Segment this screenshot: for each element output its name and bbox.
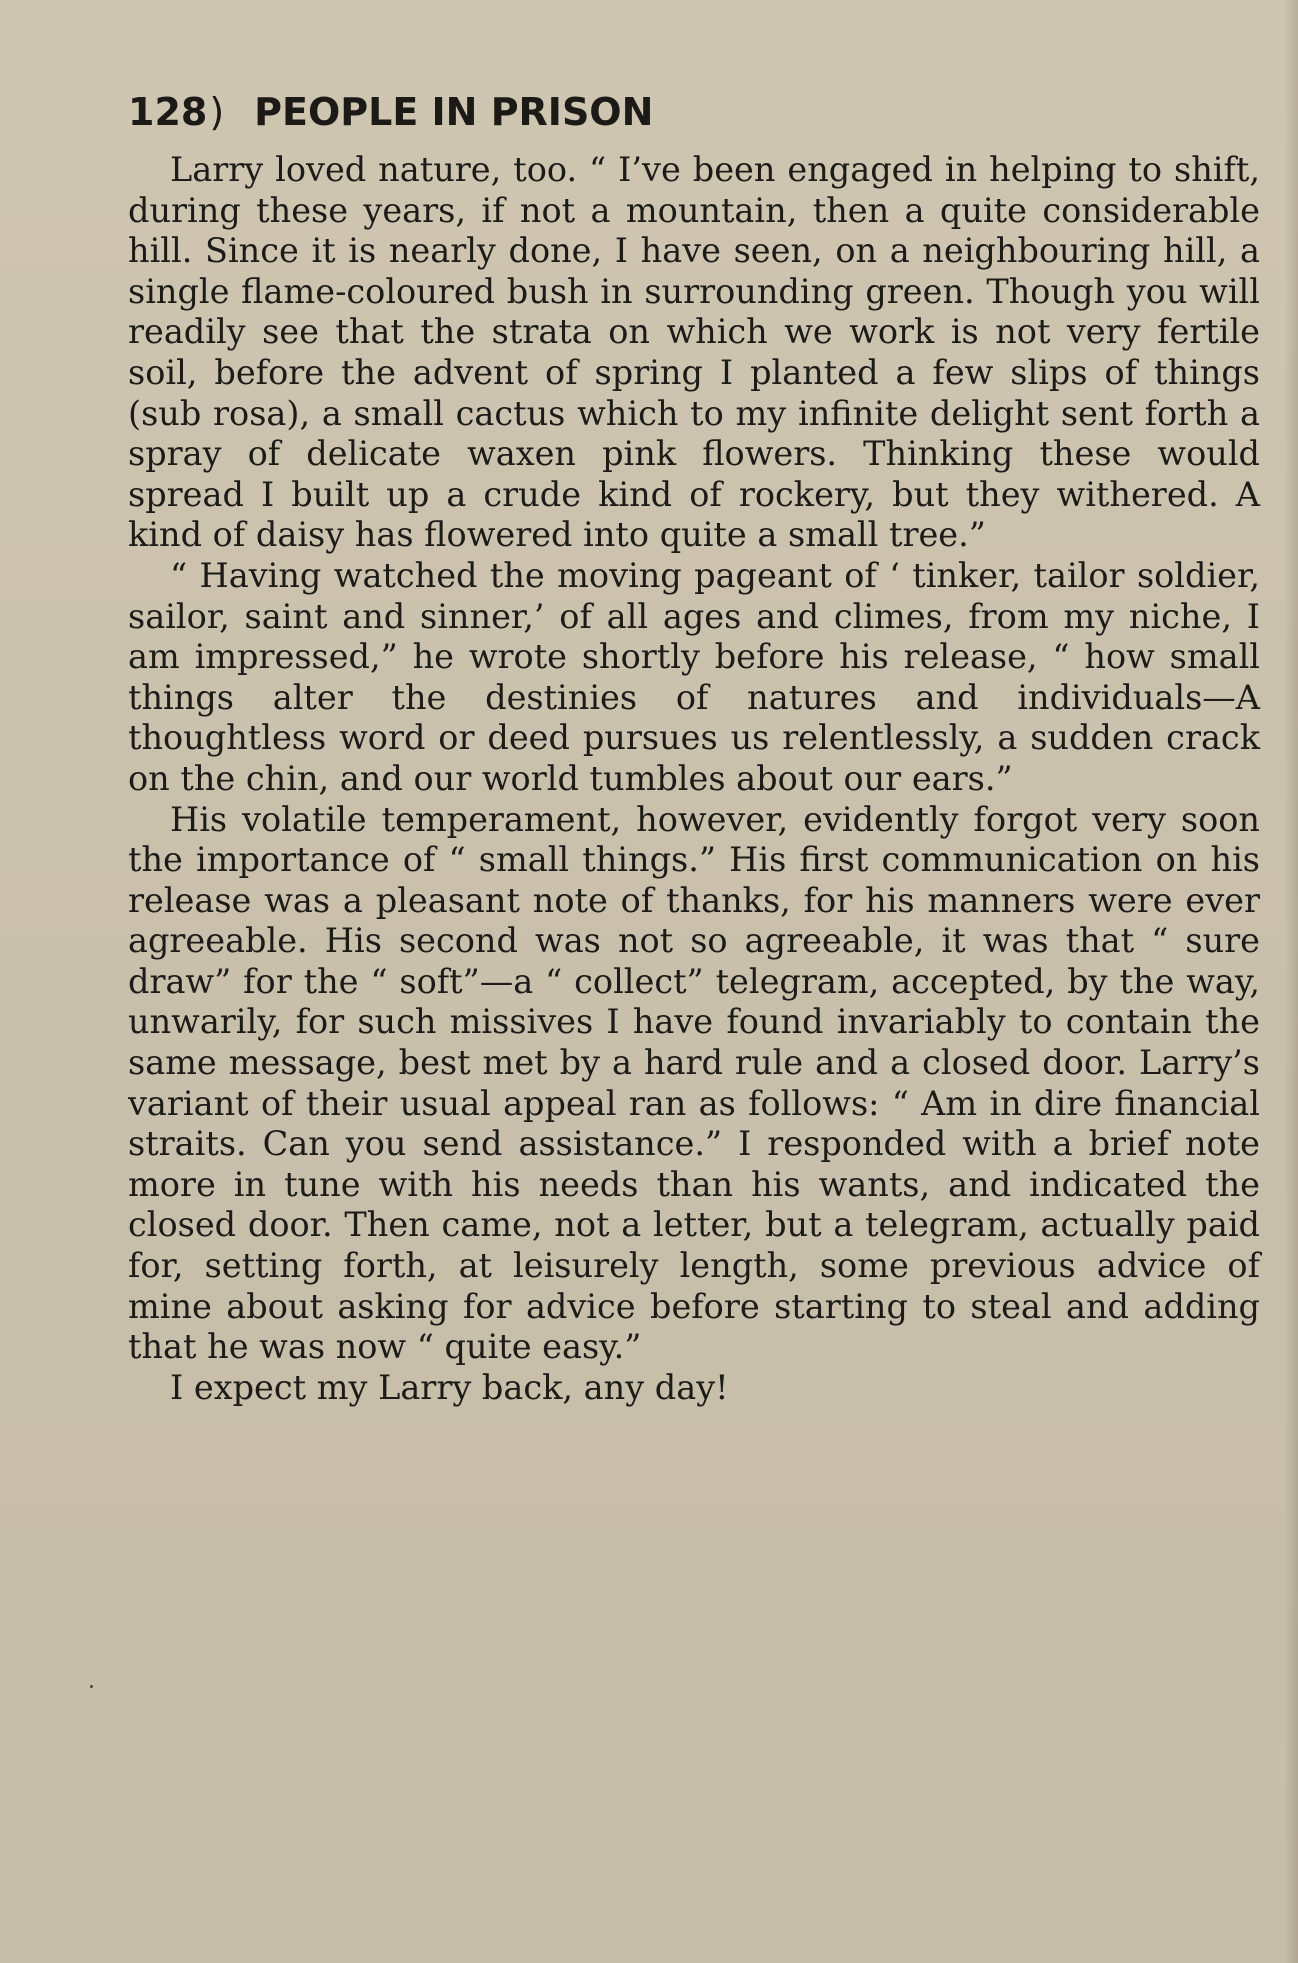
page-number: 128: [128, 90, 208, 134]
paragraph-pageant-letter: “ Having watched the moving pageant of ‘ tinker, tailor soldier, sailor, saint and sinner,’ of all ages and climes, from my niche, I am impressed,” he wrote shortly before his release, “ how small things alter the destinies of natures and individuals—A thoughtless word or deed pursues us relentlessly, a sudden crack on the chin, and our world tumbles about our ears.”: [128, 555, 1260, 798]
paragraph-release-communications: His volatile temperament, however, evidently forgot very soon the importance of “ small things.” His first communication on his release was a pleasant note of thanks, for his manners were ever agreeable. His second was not so agreeable, it was that “ sure draw” for the “ soft”—a “ collect” telegram, accepted, by the way, unwarily, for such missives I have found invariably to contain the same message, best met by a hard rule and a closed door. Larry’s variant of their usual appeal ran as follows: “ Am in dire financial straits. Can you send assistance.” I responded with a brief note more in tune with his needs than his wants, and indicated the closed door. Then came, not a letter, but a telegram, actually paid for, setting forth, at leisurely length, some previous advice of mine about asking for advice before starting to steal and adding that he was now “ quite easy.”: [128, 799, 1260, 1367]
page-number-bracket: ): [209, 90, 225, 134]
paragraph-nature-letter: Larry loved nature, too. “ I’ve been engaged in helping to shift, during these years, if not a mountain, then a quite considerable hill. Since it is nearly done, I have seen, on a neighbouring hill, a single flame-coloured bush in surrounding green. Though you will readily see that the strata on which we work is not very fertile soil, before the advent of spring I planted a few slips of things (sub rosa), a small cactus which to my infinite delight sent forth a spray of delicate waxen pink flowers. Thinking these would spread I built up a crude kind of rockery, but they withered. A kind of daisy has flowered into quite a small tree.”: [128, 150, 1260, 555]
body-text: [128, 150, 1260, 1408]
stray-ink-dot: [90, 1685, 93, 1688]
paragraph-closing: I expect my Larry back, any day!: [170, 1367, 729, 1407]
running-header: [128, 84, 653, 140]
running-title: PEOPLE IN PRISON: [254, 90, 654, 134]
